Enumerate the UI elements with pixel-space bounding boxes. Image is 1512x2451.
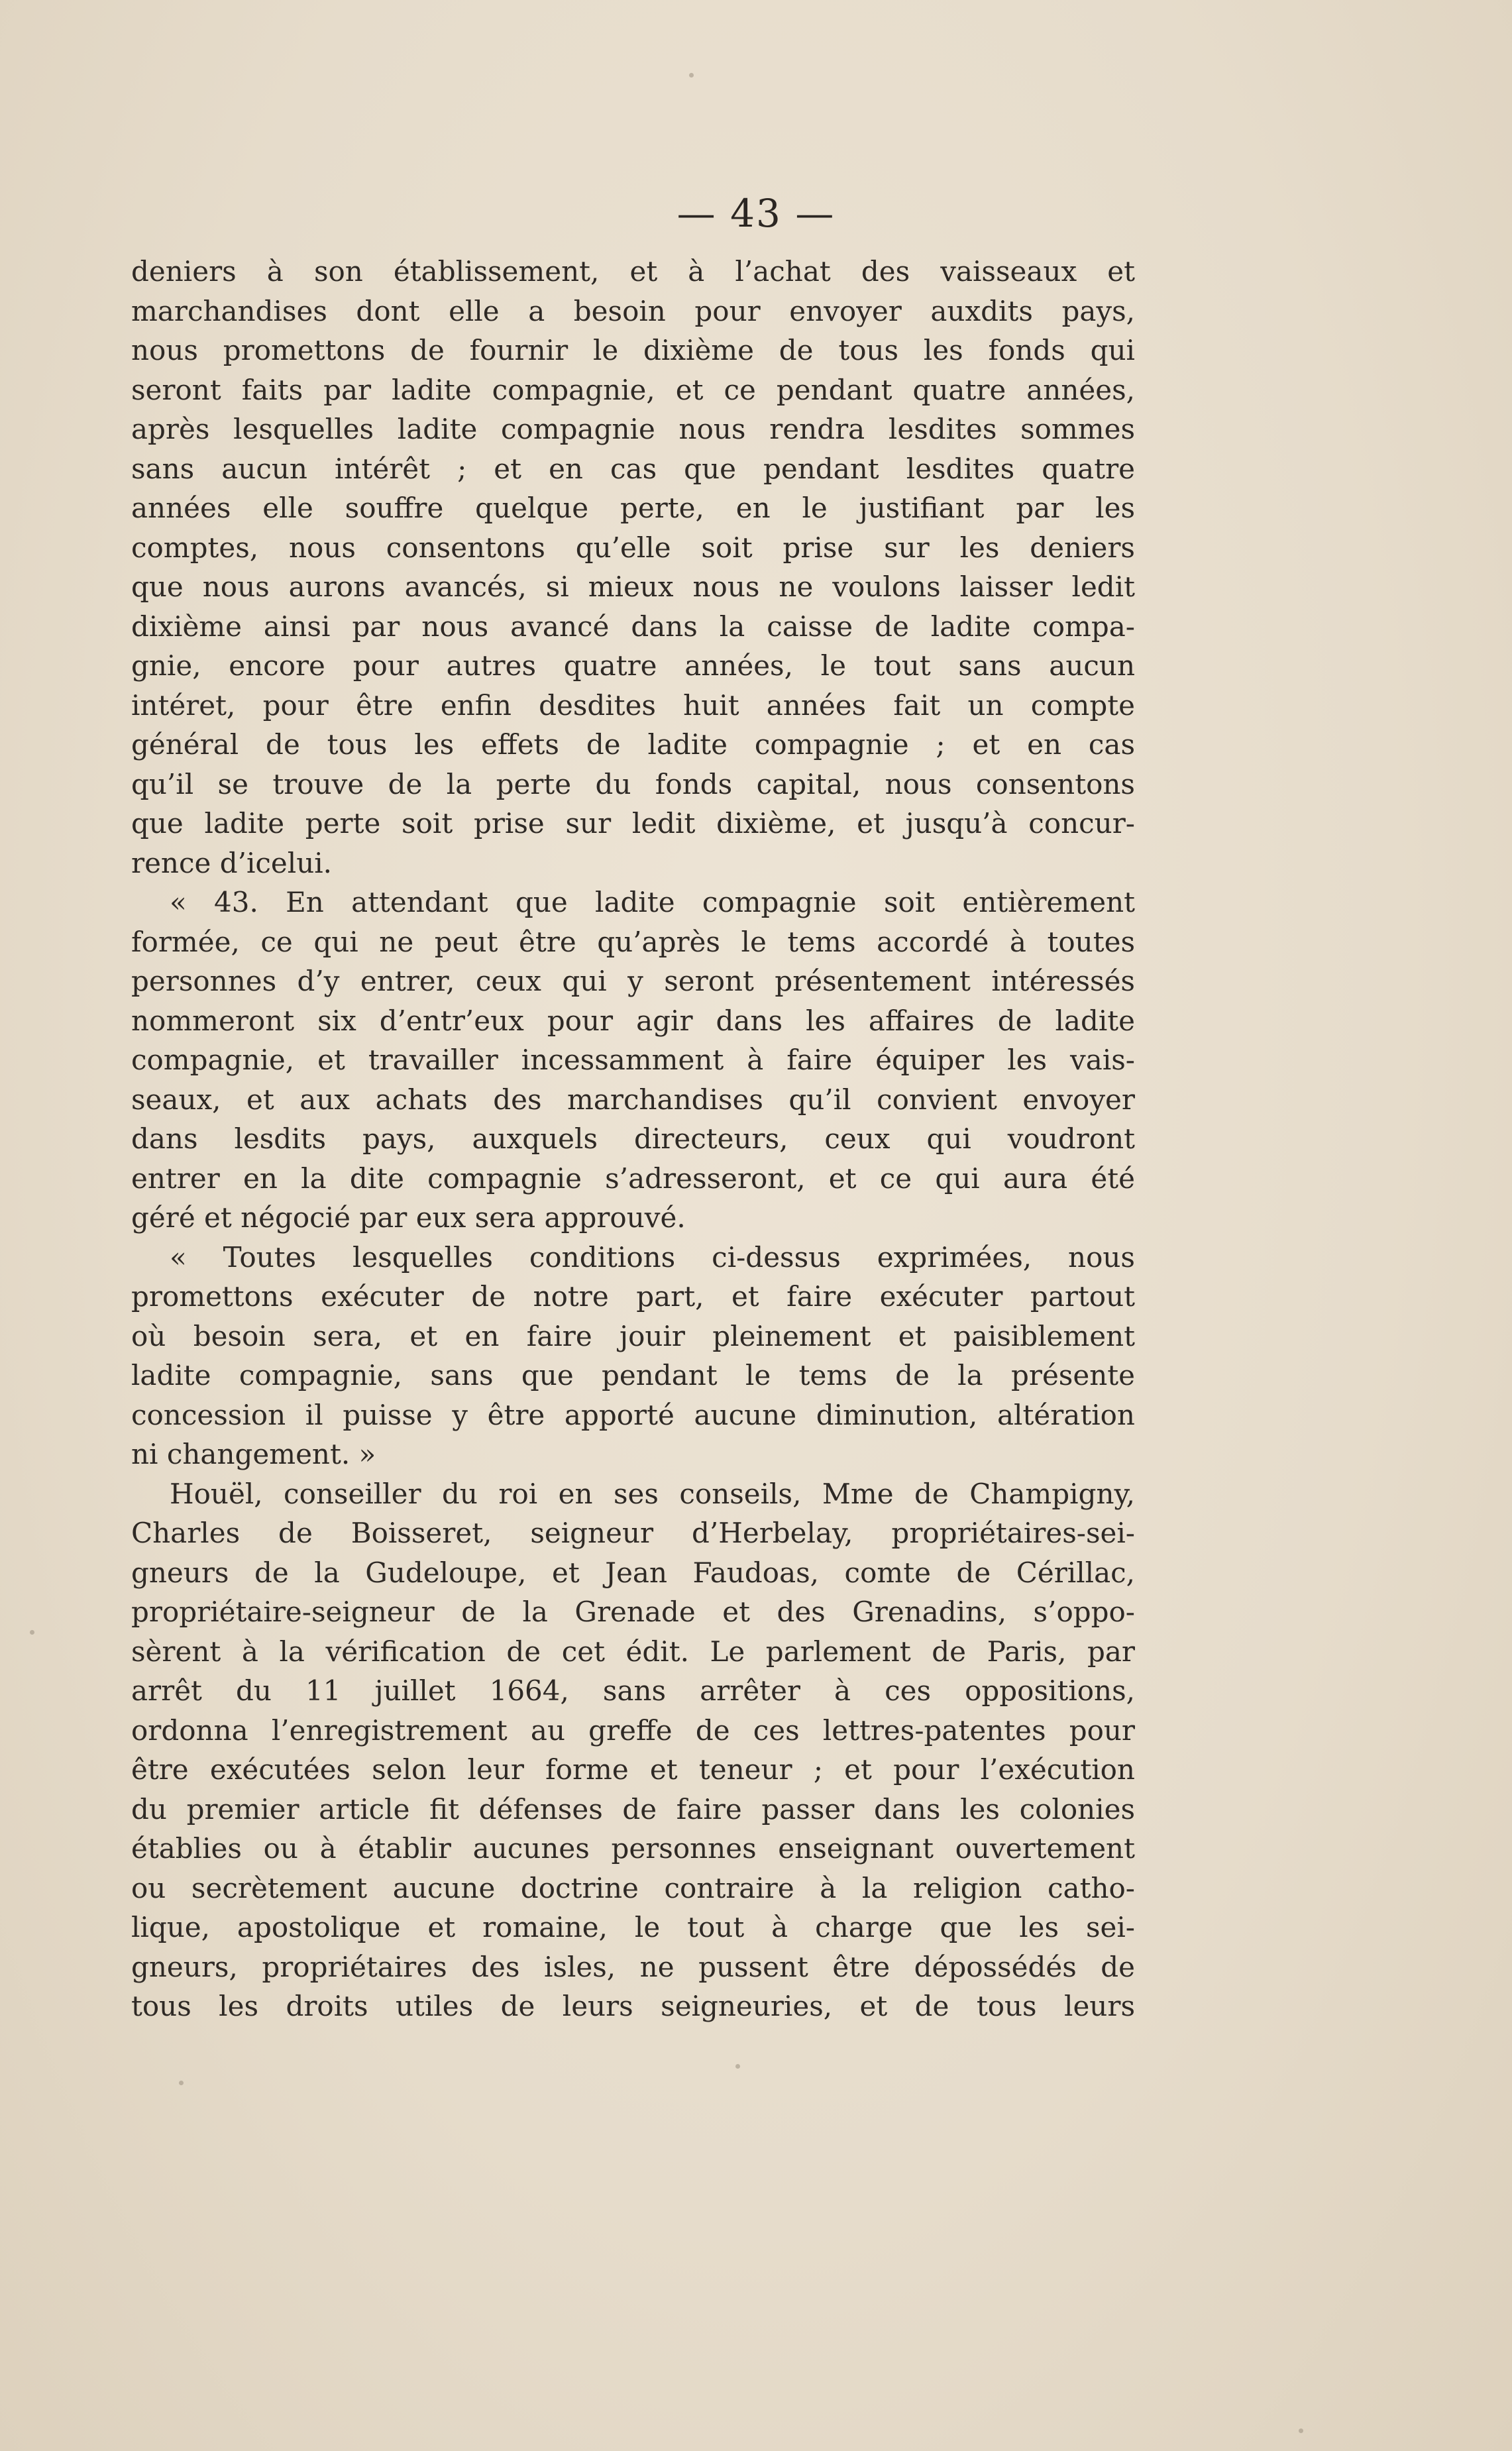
text-line: promettons exécuter de notre part, et faire exécuter partout bbox=[131, 1280, 1135, 1313]
text-line: seront faits par ladite compagnie, et ce pendant quatre années, bbox=[131, 373, 1135, 406]
text-line: formée, ce qui ne peut être qu’après le tems accordé à toutes bbox=[131, 925, 1135, 958]
paper-speck bbox=[735, 2064, 740, 2069]
text-line: propriétaire-seigneur de la Grenade et des Grenadins, s’oppo- bbox=[131, 1596, 1135, 1628]
text-line: seaux, et aux achats des marchandises qu’il convient envoyer bbox=[131, 1083, 1135, 1116]
text-line: nous promettons de fournir le dixième de tous les fonds qui bbox=[131, 334, 1135, 366]
text-line: gneurs de la Gudeloupe, et Jean Faudoas, comte de Cérillac, bbox=[131, 1556, 1135, 1589]
text-line: comptes, nous consentons qu’elle soit prise sur les deniers bbox=[131, 531, 1135, 564]
text-line: établies ou à établir aucunes personnes enseignant ouvertement bbox=[131, 1832, 1135, 1865]
paper-speck bbox=[1299, 2428, 1303, 2433]
text-line: où besoin sera, et en faire jouir pleinement et paisiblement bbox=[131, 1319, 1135, 1352]
text-line: rence d’icelui. bbox=[131, 846, 333, 879]
text-line: Houël, conseiller du roi en ses conseils, Mme de Champigny, bbox=[170, 1477, 1135, 1510]
text-line: entrer en la dite compagnie s’adresseront, et ce qui aura été bbox=[131, 1162, 1135, 1195]
text-line: qu’il se trouve de la perte du fonds capital, nous consentons bbox=[131, 767, 1135, 800]
text-line: être exécutées selon leur forme et teneur ; et pour l’exécution bbox=[131, 1753, 1135, 1786]
text-line: sans aucun intérêt ; et en cas que pendant lesdites quatre bbox=[131, 452, 1135, 485]
text-line: intéret, pour être enfin desdites huit années fait un compte bbox=[131, 688, 1135, 722]
page-number: — 43 — bbox=[676, 191, 836, 236]
text-line: arrêt du 11 juillet 1664, sans arrêter à ces oppositions, bbox=[131, 1674, 1135, 1707]
text-line: lique, apostolique et romaine, le tout à charge que les sei- bbox=[131, 1911, 1135, 1943]
text-line: du premier article fit défenses de faire passer dans les colonies bbox=[131, 1792, 1135, 1825]
text-line: dixième ainsi par nous avancé dans la caisse de ladite compa- bbox=[131, 610, 1135, 643]
text-line: gnie, encore pour autres quatre années, le tout sans aucun bbox=[131, 649, 1135, 682]
text-line: sèrent à la vérification de cet édit. Le parlement de Paris, par bbox=[131, 1635, 1135, 1668]
text-line: ni changement. » bbox=[131, 1438, 376, 1470]
text-line: « 43. En attendant que ladite compagnie soit entièrement bbox=[170, 886, 1135, 918]
text-line: ordonna l’enregistrement au greffe de ces lettres-patentes pour bbox=[131, 1714, 1135, 1747]
text-line: personnes d’y entrer, ceux qui y seront présentement intéressés bbox=[131, 965, 1135, 997]
text-line: Charles de Boisseret, seigneur d’Herbelay, propriétaires-sei- bbox=[131, 1517, 1135, 1549]
text-line: deniers à son établissement, et à l’achat des vaisseaux et bbox=[131, 255, 1135, 288]
text-line: marchandises dont elle a besoin pour envoyer auxdits pays, bbox=[131, 294, 1135, 327]
text-line: que nous aurons avancés, si mieux nous ne voulons laisser ledit bbox=[131, 571, 1135, 603]
text-line: concession il puisse y être apporté aucune diminution, altération bbox=[131, 1398, 1135, 1431]
paper-speck bbox=[30, 1630, 34, 1635]
text-line: tous les droits utiles de leurs seigneuries, et de tous leurs bbox=[131, 1990, 1135, 2022]
text-line: ou secrètement aucune doctrine contraire à la religion catho- bbox=[131, 1871, 1135, 1904]
text-line: années elle souffre quelque perte, en le justifiant par les bbox=[131, 492, 1135, 524]
text-line: dans lesdits pays, auxquels directeurs, ceux qui voudront bbox=[131, 1122, 1135, 1155]
text-line: général de tous les effets de ladite compagnie ; et en cas bbox=[131, 728, 1135, 761]
body-text bbox=[131, 252, 1135, 2026]
text-line: après lesquelles ladite compagnie nous rendra lesdites sommes bbox=[131, 413, 1135, 445]
text-line: « Toutes lesquelles conditions ci-dessus exprimées, nous bbox=[170, 1240, 1135, 1274]
paper-speck bbox=[179, 2081, 184, 2085]
text-line: géré et négocié par eux sera approuvé. bbox=[131, 1201, 686, 1234]
text-line: gneurs, propriétaires des isles, ne pussent être dépossédés de bbox=[131, 1950, 1135, 1983]
text-line: que ladite perte soit prise sur ledit dixième, et jusqu’à concur- bbox=[131, 807, 1135, 840]
text-line: nommeront six d’entr’eux pour agir dans les affaires de ladite bbox=[131, 1004, 1135, 1037]
paper-speck bbox=[689, 73, 694, 78]
text-line: compagnie, et travailler incessamment à faire équiper les vais- bbox=[131, 1044, 1135, 1076]
text-line: ladite compagnie, sans que pendant le tems de la présente bbox=[131, 1359, 1135, 1391]
